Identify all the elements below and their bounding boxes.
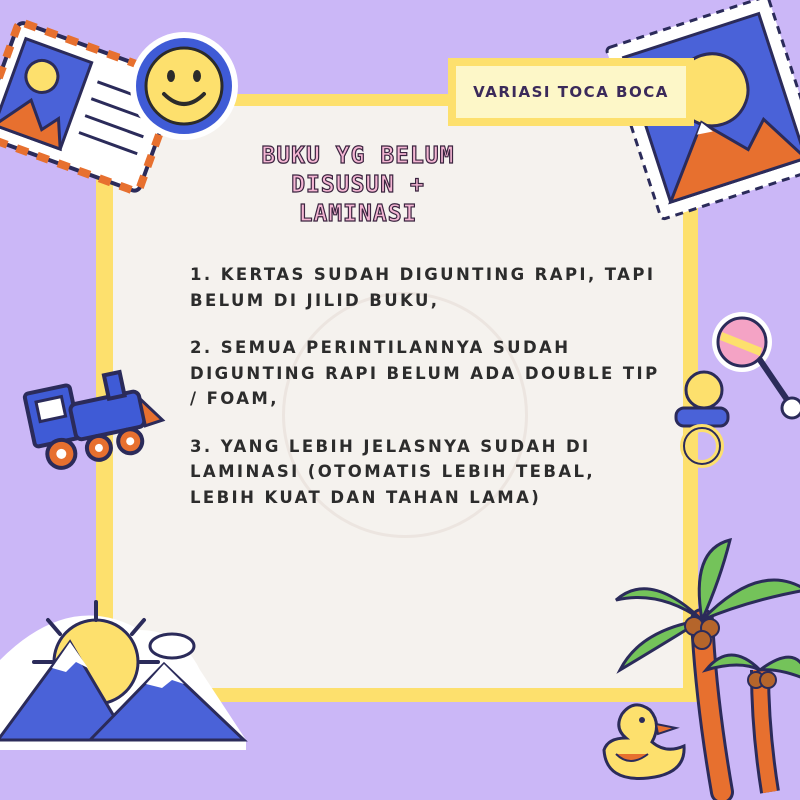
title-line-3: LAMINASI: [298, 201, 418, 227]
title-line-2: DISUSUN +: [291, 172, 425, 198]
list-item: 2. SEMUA PERINTILANNYA SUDAH DIGUNTING RAPI BELUM ADA DOUBLE TIP / FOAM,: [190, 338, 660, 408]
category-tag: [448, 58, 694, 126]
item-list: [190, 262, 660, 532]
duck-icon: [596, 694, 696, 784]
category-tag-label: VARIASI TOCA BOCA: [473, 83, 669, 101]
list-item: 1. KERTAS SUDAH DIGUNTING RAPI, TAPI BELUM DI JILID BUKU,: [190, 265, 656, 310]
category-tag-inner: [456, 66, 686, 118]
page-title: [208, 142, 508, 229]
mountain-sun-icon: [0, 590, 250, 790]
pacifier-icon: [660, 366, 740, 476]
list-item: 3. YANG LEBIH JELASNYA SUDAH DI LAMINASI (OTOMATIS LEBIH TEBAL, LEBIH KUAT DAN TAHAN LAMA): [190, 436, 596, 507]
smiley-face-icon: [128, 30, 240, 142]
train-icon: [20, 350, 170, 480]
title-line-1: BUKU YG BELUM: [261, 143, 455, 169]
